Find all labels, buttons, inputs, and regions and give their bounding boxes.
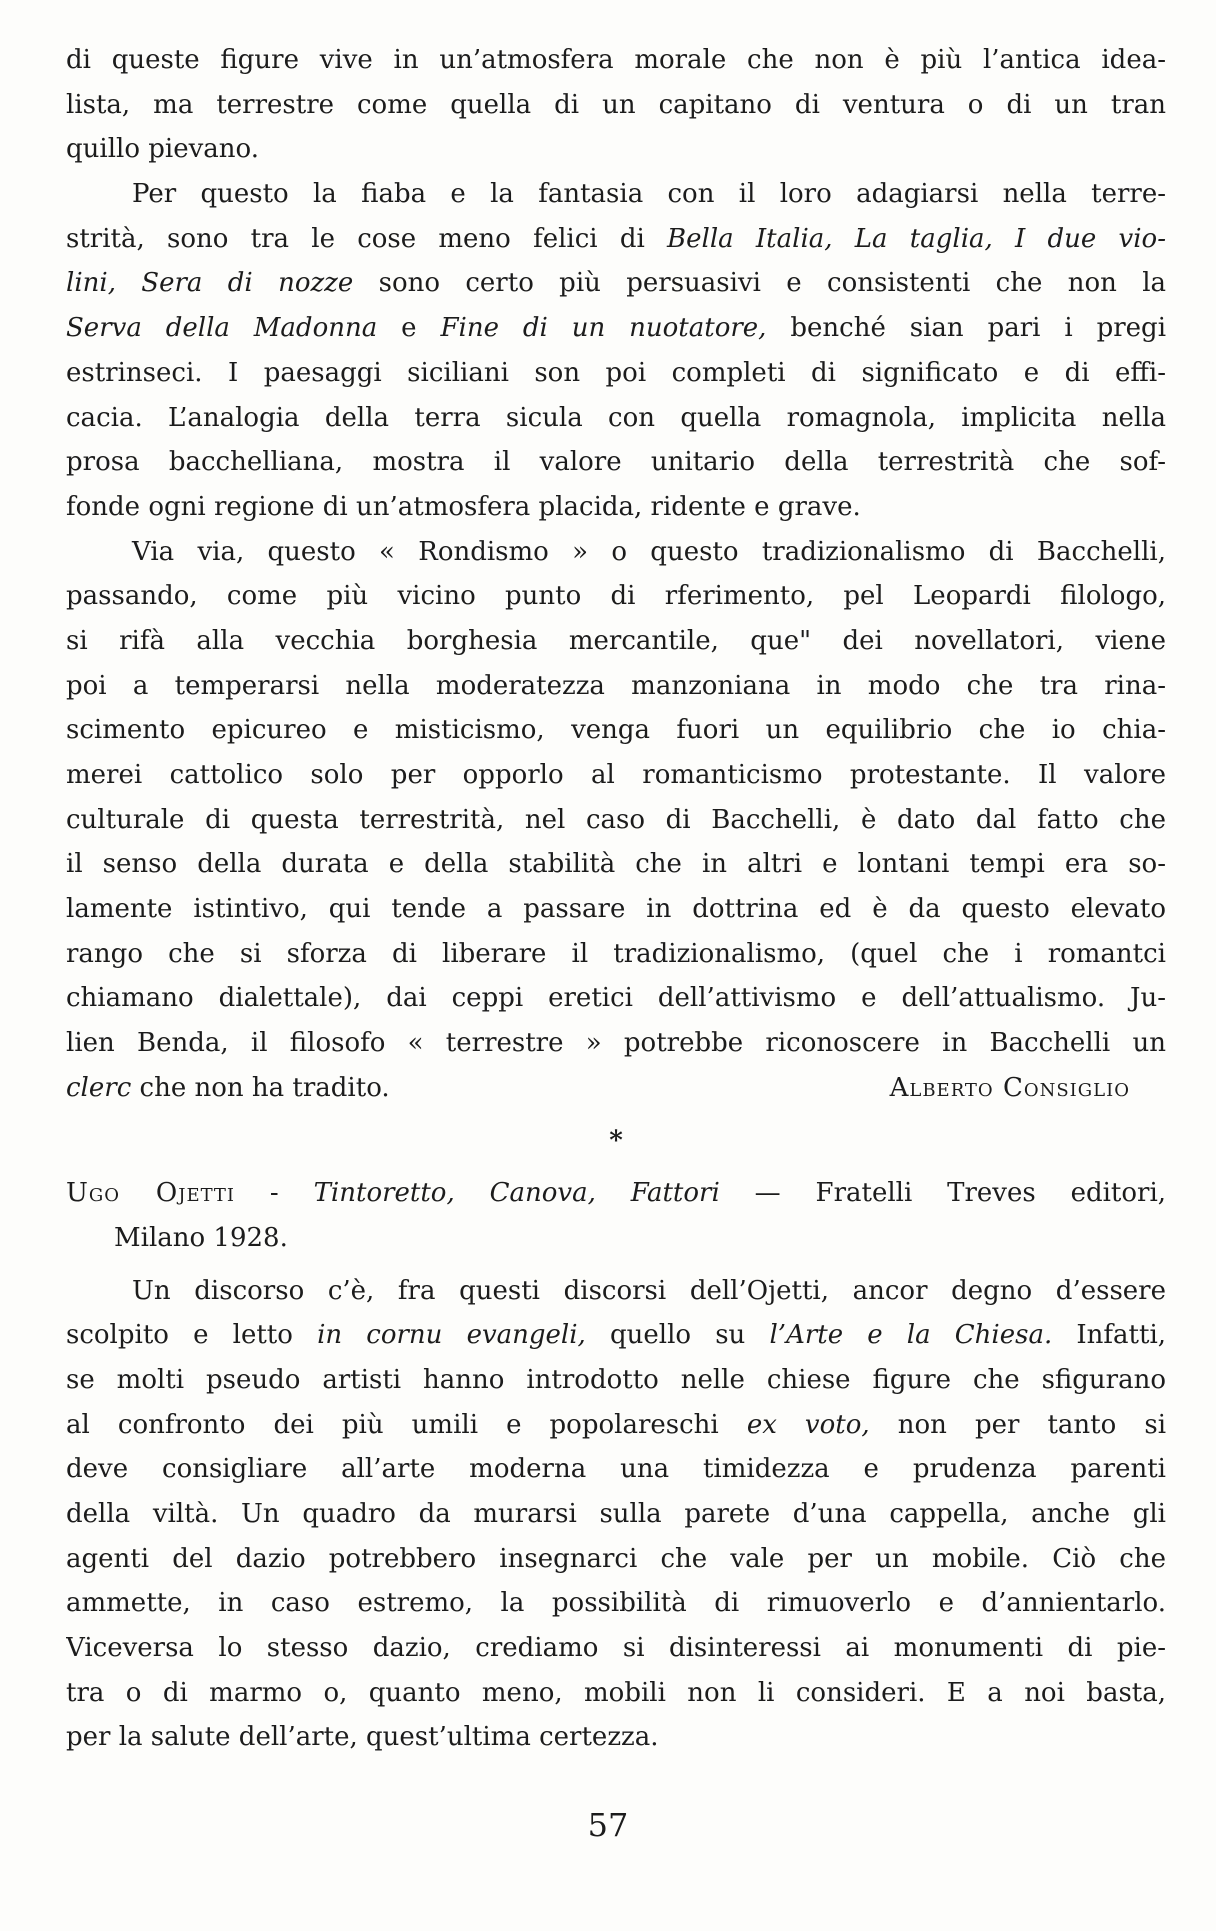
- review-title: Tintoretto, Canova, Fattori: [313, 1178, 720, 1209]
- text-run: Infatti,: [1076, 1320, 1166, 1351]
- section-separator: *: [609, 1125, 623, 1156]
- text-line: per la salute dell’arte, quest’ultima certezza.: [66, 1722, 659, 1753]
- text-line-with-signature: [66, 1066, 1166, 1111]
- spacer: [66, 1163, 1166, 1171]
- italic-phrase: in cornu evangeli,: [317, 1320, 586, 1351]
- text-line: Per questo la fiaba e la fantasia con il loro adagiarsi nella terre-: [132, 179, 1166, 210]
- spacer: [66, 1261, 1166, 1269]
- text-line: merei cattolico solo per opporlo al romanticismo protestante. Il valore: [66, 760, 1166, 790]
- text-line: cacia. L’analogia della terra sicula con quella romagnola, implicita nella: [66, 402, 1166, 433]
- text-line: estrinseci. I paesaggi siciliani son poi completi di significato e di effi-: [66, 357, 1166, 388]
- text-line: tra o di marmo o, quanto meno, mobili non li consideri. E a noi basta,: [66, 1677, 1166, 1708]
- italic-titles: Bella Italia, La taglia, I due vio-: [667, 223, 1166, 254]
- review-author: Ugo Ojetti: [66, 1178, 236, 1209]
- text-line: passando, come più vicino punto di rferimento, pel Leopardi filologo,: [66, 581, 1166, 612]
- text-line: rango che si sforza di liberare il tradizionalismo, (quel che i romantci: [66, 938, 1166, 969]
- text-line: chiamano dialettale), dai ceppi eretici dell’attivismo e dell’attualismo. Ju-: [66, 983, 1166, 1014]
- text-run: e: [401, 313, 417, 344]
- text-line: Via via, questo « Rondismo » o questo tradizionalismo di Bacchelli,: [132, 536, 1166, 567]
- paragraph-continuation: [66, 38, 1166, 172]
- text-run: quello su: [610, 1320, 746, 1351]
- text-line: fonde ogni regione di un’atmosfera placida, ridente e grave.: [66, 491, 861, 522]
- text-line: il senso della durata e della stabilità che in altri e lontani tempi era so-: [66, 849, 1166, 880]
- spacer: [66, 1111, 1166, 1119]
- italic-title: Fine di un nuotatore,: [440, 313, 767, 344]
- text-line: prosa bacchelliana, mostra il valore unitario della terrestrità che sof-: [66, 447, 1166, 478]
- text-line: di queste figure vive in un’atmosfera morale che non è più l’antica idea-: [66, 45, 1166, 75]
- text-line: agenti del dazio potrebbero insegnarci che vale per un mobile. Ciò che: [66, 1543, 1166, 1574]
- author-signature: Alberto Consiglio: [889, 1072, 1130, 1103]
- text-run: non per tanto si: [897, 1409, 1166, 1440]
- text-run: [66, 1066, 390, 1111]
- italic-titles: lini, Sera di nozze: [66, 268, 354, 299]
- text-line: poi a temperarsi nella moderatezza manzoniana in modo che tra rina-: [66, 670, 1166, 701]
- text-line: [66, 261, 1166, 306]
- text-line: [66, 1313, 1166, 1358]
- review-heading: [66, 1171, 1166, 1260]
- italic-title: l’Arte e la Chiesa.: [769, 1320, 1053, 1351]
- italic-title: Serva della Madonna: [66, 313, 378, 344]
- text-run: al confronto dei più umili e popolareschi: [66, 1409, 719, 1440]
- text-line: Un discorso c’è, fra questi discorsi dell’Ojetti, ancor degno d’essere: [132, 1275, 1166, 1306]
- italic-phrase: ex voto,: [746, 1409, 870, 1440]
- text-line: deve consigliare all’arte moderna una timidezza e prudenza parenti: [66, 1454, 1166, 1485]
- text-line: quillo pievano.: [66, 134, 259, 165]
- dash: -: [269, 1178, 279, 1209]
- text-run: strità, sono tra le cose meno felici di: [66, 223, 645, 254]
- text-line: [66, 217, 1166, 262]
- text-line: se molti pseudo artisti hanno introdotto nelle chiese figure che sfigurano: [66, 1364, 1166, 1395]
- text-line: culturale di questa terrestrità, nel caso di Bacchelli, è dato dal fatto che: [66, 804, 1166, 835]
- text-line: lista, ma terrestre come quella di un capitano di ventura o di un tran: [66, 89, 1166, 120]
- review-publisher: Fratelli Treves editori,: [815, 1178, 1166, 1209]
- text-line: scimento epicureo e misticismo, venga fuori un equilibrio che io chia-: [66, 715, 1166, 746]
- text-column: [66, 38, 1166, 1760]
- text-line: lamente istintivo, qui tende a passare in dottrina ed è da questo elevato: [66, 894, 1166, 925]
- text-line: [66, 1403, 1166, 1448]
- text-line: ammette, in caso estremo, la possibilità di rimuoverlo e d’annientarlo.: [66, 1588, 1166, 1619]
- text-line: Milano 1928.: [114, 1222, 288, 1253]
- page-number: 57: [587, 1806, 629, 1844]
- paragraph-fiaba: [66, 172, 1166, 530]
- text-line: [66, 1171, 1166, 1216]
- dash: —: [754, 1178, 781, 1209]
- text-run: benché sian pari i pregi: [790, 313, 1166, 344]
- text-line: si rifà alla vecchia borghesia mercantile, que" dei novellatori, viene: [66, 625, 1166, 656]
- italic-word: clerc: [66, 1072, 132, 1103]
- text-line: lien Benda, il filosofo « terrestre » potrebbe riconoscere in Bacchelli un: [66, 1028, 1166, 1059]
- text-line: Viceversa lo stesso dazio, crediamo si disinteressi ai monumenti di pie-: [66, 1633, 1166, 1664]
- text-run: che non ha tradito.: [139, 1072, 390, 1103]
- text-line: [66, 306, 1166, 351]
- text-run: scolpito e letto: [66, 1320, 293, 1351]
- paragraph-ojetti: [66, 1269, 1166, 1761]
- text-line: della viltà. Un quadro da murarsi sulla parete d’una cappella, anche gli: [66, 1499, 1166, 1529]
- text-run: sono certo più persuasivi e consistenti che non la: [378, 268, 1166, 299]
- paragraph-rondismo: [66, 530, 1166, 1111]
